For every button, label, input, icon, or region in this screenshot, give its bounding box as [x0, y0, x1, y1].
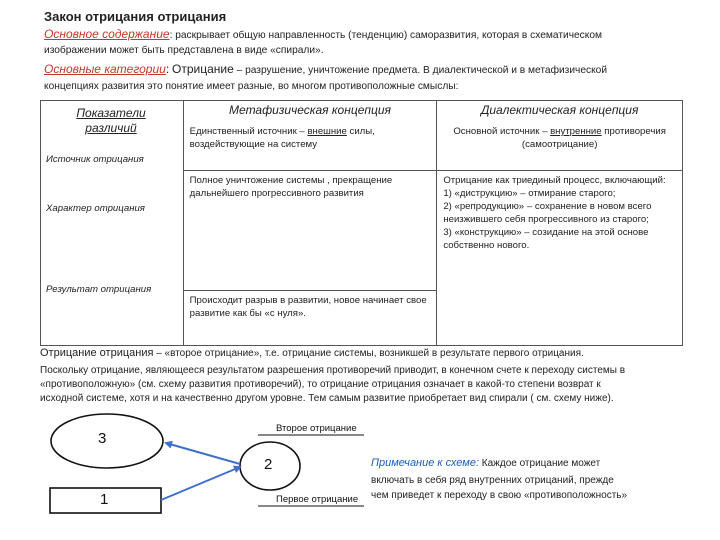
- col1-header: Показатели различий: [76, 106, 146, 135]
- col3-header: Диалектическая концепция: [480, 103, 639, 117]
- col2-header: Метафизическая концепция: [229, 103, 391, 117]
- result-meta: Происходит разрыв в развитии, новое начинает свое развитие как бы «с нуля».: [183, 291, 437, 346]
- page-title: Закон отрицания отрицания: [44, 9, 227, 24]
- content-text-1: : раскрывает общую направленность (тенденцию) саморазвития, которая в схематическом: [169, 30, 603, 41]
- conclusion-term: Отрицание отрицания: [40, 347, 154, 359]
- arrow-2-to-3: [166, 443, 240, 464]
- content-label: Основное содержание: [44, 27, 170, 41]
- row-label-source: Источник отрицания: [46, 154, 144, 165]
- node-2-label: 2: [264, 456, 273, 473]
- source-meta: Единственный источник – внешние силы, воздействующие на систему: [189, 126, 375, 150]
- conclusion-line-4: исходной системе, хотя и на качественно другом уровне. Тем самым развитие приобретает вид спирали ( см. схему ниже).: [40, 393, 614, 404]
- second-negation-label: Второе отрицание: [276, 423, 357, 434]
- note-line-1: Примечание к схеме: Каждое отрицание может: [371, 457, 601, 469]
- content-text-2: изображении может быть представлена в виде «спирали».: [44, 45, 324, 56]
- character-dial: Отрицание как триединый процесс, включающий: 1) «диструкцию» – отмирание старого; 2) «репродукцию» – сохранение в новом всего неизжившего себя прогрессивного из старого; 3) «конструкцию» – созидание на этой основе собственно нового.: [437, 171, 683, 346]
- node-1-label: 1: [100, 491, 109, 508]
- row-label-character: Характер отрицания: [46, 203, 145, 214]
- conclusion-line-1: Отрицание отрицания – «второе отрицание», т.е. отрицание системы, возникшей в результате первого отрицания.: [40, 347, 584, 359]
- categories-text-2: концепциях развития это понятие имеет разные, во многом противоположные смыслы:: [44, 81, 459, 92]
- conclusion-line-2: Поскольку отрицание, являющееся результатом разрешения противоречий приводит, в конечном счете к переходу системы в: [40, 365, 626, 376]
- first-negation-label: Первое отрицание: [276, 494, 359, 505]
- categories-term: Отрицание: [172, 62, 234, 76]
- node-3-ellipse: [51, 414, 163, 468]
- node-3-label: 3: [98, 430, 107, 447]
- categories-text-1: – разрушение, уничтожение предмета. В диалектической и в метафизической: [233, 65, 608, 76]
- note-line-3: чем приведет к переходу в свою «противоположность»: [371, 490, 628, 501]
- character-meta: Полное уничтожение системы , прекращение дальнейшего прогрессивного развития: [183, 171, 437, 291]
- conclusion-line-3: «противоположную» (см. схему развития противоречий), то отрицание отрицания означает в какой-то степени возврат к: [40, 379, 601, 390]
- source-dial: Основной источник – внутренние противоречия (самоотрицание): [453, 126, 666, 150]
- row-label-result: Результат отрицания: [46, 284, 152, 295]
- note-label: Примечание к схеме:: [371, 457, 479, 469]
- categories-label: Основные категории: [44, 62, 166, 76]
- note-line-2: включать в себя ряд внутренних отрицаний, прежде: [371, 475, 614, 486]
- arrow-1-to-2: [161, 467, 240, 500]
- categories-colon: :: [165, 62, 170, 76]
